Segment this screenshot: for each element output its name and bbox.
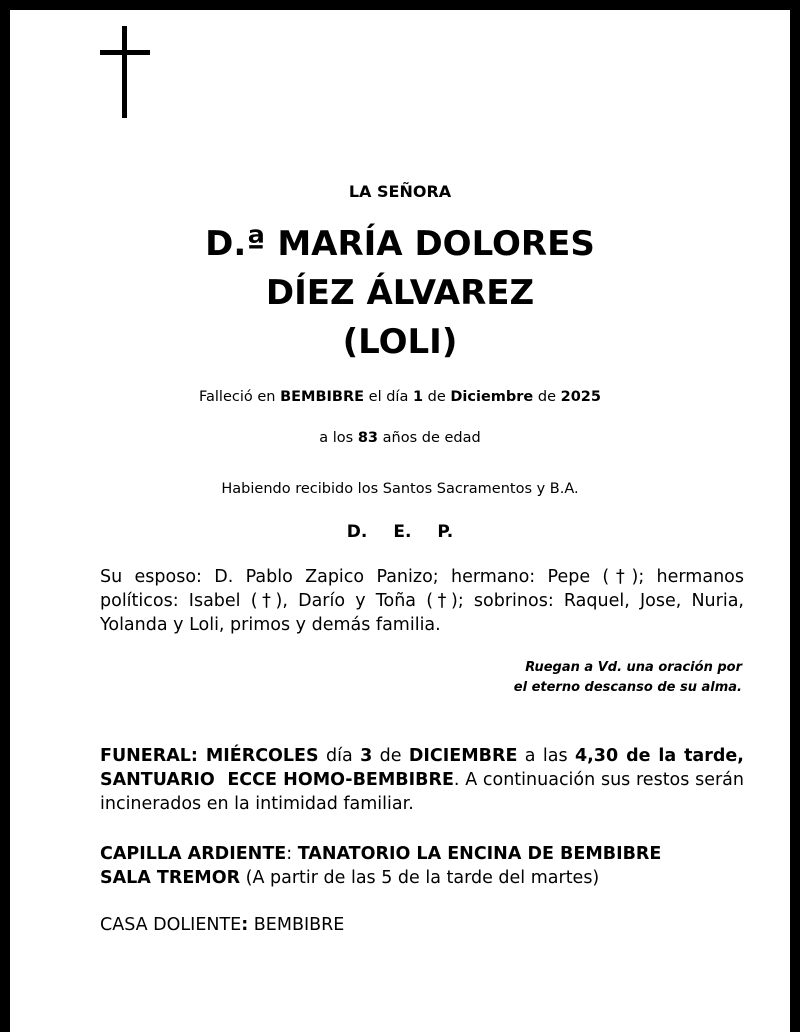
dep-text: D. E. P. (346, 522, 454, 542)
death-year: 2025 (560, 389, 601, 405)
chapel-info: CAPILLA ARDIENTE: TANATORIO LA ENCINA DE BEMBIBRE SALA TREMOR (A partir de las 5 de la tarde del martes) (100, 844, 662, 888)
sacraments-text: Habiendo recibido los Santos Sacramentos y B.A. (221, 481, 579, 497)
house-info: CASA DOLIENTE: BEMBIBRE (100, 915, 345, 935)
name-line-3: (LOLI) (342, 322, 458, 362)
age-info: a los 83 años de edad (319, 430, 481, 446)
cross-icon (96, 26, 156, 118)
funeral-place: SANTUARIO ECCE HOMO-BEMBIBRE (100, 770, 454, 790)
age-value: 83 (357, 430, 379, 446)
death-day: 1 (412, 389, 424, 405)
funeral-info: FUNERAL: MIÉRCOLES día 3 de DICIEMBRE a las 4,30 de la tarde, SANTUARIO ECCE HOMO-BEMBIBRE. A continuación sus restos serán incinerados en la intimidad familiar. (100, 746, 744, 814)
name-line-2: DÍEZ ÁLVAREZ (265, 273, 535, 313)
name-line-1: D.ª MARÍA DOLORES (205, 224, 595, 264)
death-month: Diciembre (450, 389, 534, 405)
death-info: Falleció en BEMBIBRE el día 1 de Diciembre de 2025 (199, 389, 601, 405)
prayer-request: Ruegan a Vd. una oración por el eterno descanso de su alma. (513, 660, 742, 695)
deceased-name (40, 220, 760, 367)
death-place: BEMBIBRE (280, 389, 365, 405)
title: LA SEÑORA (348, 182, 452, 201)
family-text: Su esposo: D. Pablo Zapico Panizo; hermano: Pepe (†); hermanos políticos: Isabel (†), Darío y Toña (†); sobrinos: Raquel, Jose, Nuria, Yolanda y Loli, primos y demás familia. (100, 567, 744, 635)
